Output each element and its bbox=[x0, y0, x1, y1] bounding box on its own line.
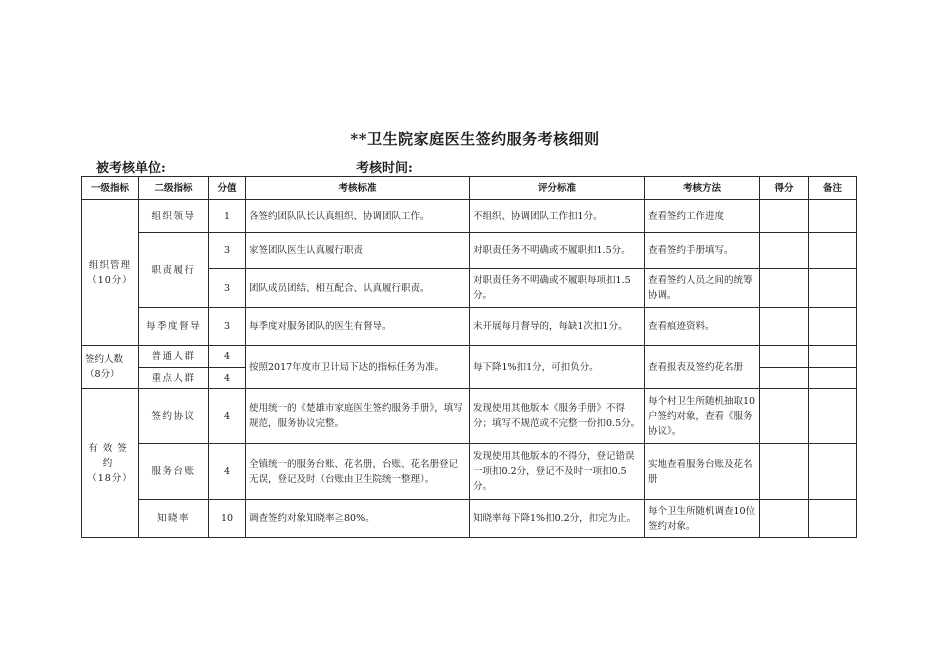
standard-cell: 调查签约对象知晓率≧80%。 bbox=[246, 500, 470, 538]
points-cell: 1 bbox=[209, 200, 246, 233]
col-header-method: 考核方法 bbox=[645, 177, 760, 200]
remarks-cell[interactable] bbox=[809, 500, 857, 538]
assessment-table bbox=[81, 176, 857, 538]
remarks-cell[interactable] bbox=[809, 346, 857, 368]
score-cell[interactable] bbox=[760, 269, 809, 308]
document-title: **卫生院家庭医生签约服务考核细则 bbox=[350, 130, 600, 148]
col-header-level2: 二级指标 bbox=[139, 177, 209, 200]
level1-valid-score: （18分） bbox=[87, 472, 133, 484]
standard-cell: 按照2017年度市卫计局下达的指标任务为准。 bbox=[246, 346, 470, 389]
table-row bbox=[82, 200, 857, 233]
scoring-cell: 不组织、协调团队工作扣1分。 bbox=[470, 200, 645, 233]
level1-valid-cell bbox=[82, 389, 139, 538]
score-cell[interactable] bbox=[760, 368, 809, 389]
remarks-cell[interactable] bbox=[809, 389, 857, 444]
level2-cell: 重点人群 bbox=[139, 368, 209, 389]
scoring-cell: 对职责任务不明确或不履职每项扣1.5分。 bbox=[470, 269, 645, 308]
standard-cell: 各签约团队队长认真组织、协调团队工作。 bbox=[246, 200, 470, 233]
table-row bbox=[82, 444, 857, 500]
assessed-unit-label: 被考核单位: bbox=[96, 161, 166, 176]
points-cell: 4 bbox=[209, 389, 246, 444]
points-cell: 4 bbox=[209, 368, 246, 389]
scoring-cell: 发现使用其他版本《服务手册》不得分；填写不规范或不完整一份扣0.5分。 bbox=[470, 389, 645, 444]
score-cell[interactable] bbox=[760, 200, 809, 233]
scoring-cell: 知晓率每下降1%扣0.2分，扣完为止。 bbox=[470, 500, 645, 538]
level2-cell: 每季度督导 bbox=[139, 308, 209, 346]
points-cell: 4 bbox=[209, 444, 246, 500]
remarks-cell[interactable] bbox=[809, 368, 857, 389]
level2-cell: 职责履行 bbox=[139, 233, 209, 308]
table-row bbox=[82, 389, 857, 444]
assessment-time-label: 考核时间: bbox=[356, 161, 413, 176]
standard-cell: 使用统一的《楚雄市家庭医生签约服务手册》，填写规范，服务协议完整。 bbox=[246, 389, 470, 444]
method-cell: 每个村卫生所随机抽取10户签约对象，查看《服务协议》。 bbox=[645, 389, 760, 444]
method-cell: 查看签约工作进度 bbox=[645, 200, 760, 233]
level1-org-title: 组织管理 bbox=[88, 259, 131, 271]
level2-cell: 服务台账 bbox=[139, 444, 209, 500]
col-header-remarks: 备注 bbox=[809, 177, 857, 200]
table-header-row bbox=[82, 177, 857, 200]
standard-cell: 每季度对服务团队的医生有督导。 bbox=[246, 308, 470, 346]
score-cell[interactable] bbox=[760, 389, 809, 444]
col-header-standard: 考核标准 bbox=[246, 177, 470, 200]
points-cell: 3 bbox=[209, 269, 246, 308]
level1-valid-title: 有效签约 bbox=[88, 442, 132, 469]
level1-sign-count-cell: 签约人数（8分） bbox=[82, 346, 139, 389]
remarks-cell[interactable] bbox=[809, 444, 857, 500]
col-header-scoring: 评分标准 bbox=[470, 177, 645, 200]
level1-org-cell bbox=[82, 200, 139, 346]
scoring-cell: 对职责任务不明确或不履职扣1.5分。 bbox=[470, 233, 645, 269]
scoring-cell: 每下降1%扣1分，可扣负分。 bbox=[470, 346, 645, 389]
score-cell[interactable] bbox=[760, 500, 809, 538]
points-cell: 10 bbox=[209, 500, 246, 538]
col-header-score: 得分 bbox=[760, 177, 809, 200]
score-cell[interactable] bbox=[760, 233, 809, 269]
table-row bbox=[82, 500, 857, 538]
level2-cell: 知晓率 bbox=[139, 500, 209, 538]
method-cell: 查看签约手册填写。 bbox=[645, 233, 760, 269]
standard-cell: 全镇统一的服务台账、花名册，台账、花名册登记无误，登记及时（台账由卫生院统一整理）。 bbox=[246, 444, 470, 500]
table-row bbox=[82, 308, 857, 346]
standard-cell: 团队成员团结、相互配合、认真履行职责。 bbox=[246, 269, 470, 308]
col-header-level1: 一级指标 bbox=[82, 177, 139, 200]
level2-cell: 组织领导 bbox=[139, 200, 209, 233]
scoring-cell: 未开展每月督导的，每缺1次扣1分。 bbox=[470, 308, 645, 346]
table-row bbox=[82, 346, 857, 368]
level2-cell: 普通人群 bbox=[139, 346, 209, 368]
points-cell: 3 bbox=[209, 233, 246, 269]
col-header-points: 分值 bbox=[209, 177, 246, 200]
method-cell: 查看痕迹资料。 bbox=[645, 308, 760, 346]
standard-cell: 家签团队医生认真履行职责 bbox=[246, 233, 470, 269]
table-row bbox=[82, 233, 857, 269]
method-cell: 每个卫生所随机调查10位签约对象。 bbox=[645, 500, 760, 538]
remarks-cell[interactable] bbox=[809, 200, 857, 233]
remarks-cell[interactable] bbox=[809, 308, 857, 346]
level1-org-score: （10分） bbox=[87, 274, 133, 286]
method-cell: 查看签约人员之间的统筹协调。 bbox=[645, 269, 760, 308]
points-cell: 4 bbox=[209, 346, 246, 368]
points-cell: 3 bbox=[209, 308, 246, 346]
score-cell[interactable] bbox=[760, 346, 809, 368]
method-cell: 实地查看服务台账及花名册 bbox=[645, 444, 760, 500]
level2-cell: 签约协议 bbox=[139, 389, 209, 444]
score-cell[interactable] bbox=[760, 308, 809, 346]
remarks-cell[interactable] bbox=[809, 233, 857, 269]
remarks-cell[interactable] bbox=[809, 269, 857, 308]
scoring-cell: 发现使用其他版本的不得分，登记错误一项扣0.2分，登记不及时一项扣0.5分。 bbox=[470, 444, 645, 500]
method-cell: 查看报表及签约花名册 bbox=[645, 346, 760, 389]
score-cell[interactable] bbox=[760, 444, 809, 500]
